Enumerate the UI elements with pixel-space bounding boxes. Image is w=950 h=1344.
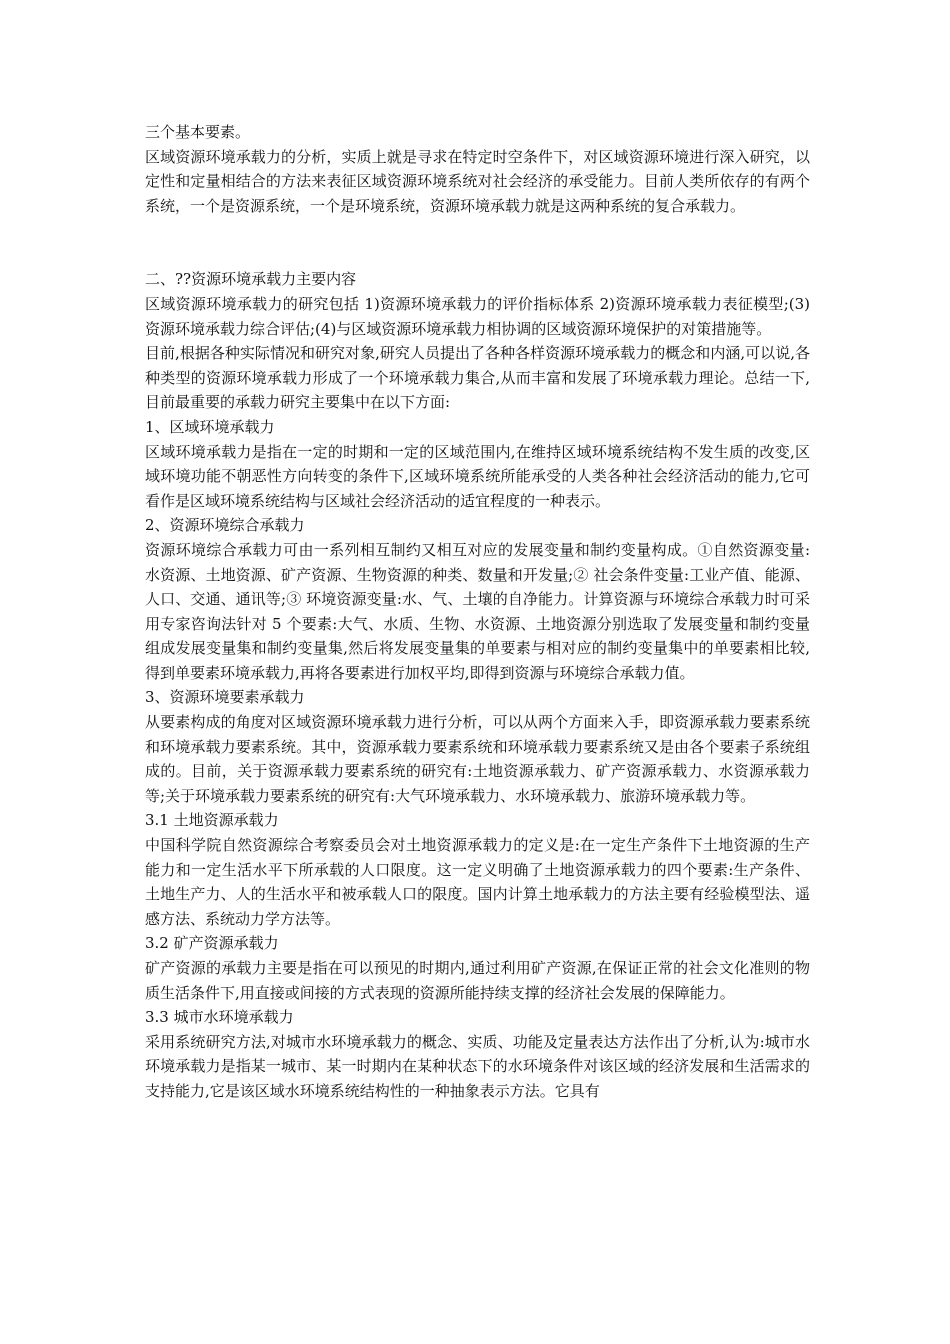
subsection-body-3-1: 中国科学院自然资源综合考察委员会对土地资源承载力的定义是:在一定生产条件下土地资源的生产能力和一定生活水平下所承载的人口限度。这一定义明确了土地资源承载力的四个要素:生产条件、土地生产力、人的生活水平和被承载人口的限度。国内计算土地承载力的方法主要有经验模型法、遥感方法、系统动力学方法等。 — [145, 836, 810, 928]
item-heading-3: 3、资源环境要素承载力 — [145, 688, 305, 707]
subsection-body-3-3: 采用系统研究方法,对城市水环境承载力的概念、实质、功能及定量表达方法作出了分析,认为:城市水环境承载力是指某一城市、某一时期内在某种状态下的水环境条件对该区域的经济发展和生活需求的支持能力,它是该区域水环境系统结构性的一种抽象表示方法。它具有 — [145, 1032, 810, 1100]
paragraph-current: 目前,根据各种实际情况和研究对象,研究人员提出了各种各样资源环境承载力的概念和内涵,可以说,各种类型的资源环境承载力形成了一个环境承载力集合,从而丰富和发展了环境承载力理论。总结一下,目前最重要的承载力研究主要集中在以下方面: — [145, 344, 810, 412]
item-body-3: 从要素构成的角度对区域资源环境承载力进行分析，可以从两个方面来入手，即资源承载力要素系统和环境承载力要素系统。其中，资源承载力要素系统和环境承载力要素系统又是由各个要素子系统组成的。目前，关于资源承载力要素系统的研究有:土地资源承载力、矿产资源承载力、水资源承载力等;关于环境承载力要素系统的研究有:大气环境承载力、水环境承载力、旅游环境承载力等。 — [145, 713, 810, 805]
paragraph-analysis: 区域资源环境承载力的分析，实质上就是寻求在特定时空条件下，对区域资源环境进行深入研究，以定性和定量相结合的方法来表征区域资源环境系统对社会经济的承受能力。目前人类所依存的有两个系统，一个是资源系统，一个是环境系统，资源环境承载力就是这两种系统的复合承载力。 — [145, 147, 810, 215]
item-heading-1: 1、区域环境承载力 — [145, 417, 275, 436]
item-heading-2: 2、资源环境综合承载力 — [145, 516, 305, 535]
subsection-body-3-2: 矿产资源的承载力主要是指在可以预见的时期内,通过利用矿产资源,在保证正常的社会文化准则的物质生活条件下,用直接或间接的方式表现的资源所能持续支撑的经济社会发展的保障能力。 — [145, 959, 810, 1002]
paragraph-research-scope: 区域资源环境承载力的研究包括 1)资源环境承载力的评价指标体系 2)资源环境承载力表征模型;(3)资源环境承载力综合评估;(4)与区域资源环境承载力相协调的区域资源环境保护的对策措施等。 — [145, 294, 810, 338]
subsection-heading-3-3: 3.3 城市水环境承载力 — [145, 1008, 294, 1027]
section-heading-2: 二、??资源环境承载力主要内容 — [145, 270, 357, 289]
subsection-heading-3-1: 3.1 土地资源承载力 — [145, 811, 279, 830]
document-page — [145, 120, 810, 1104]
item-body-1: 区域环境承载力是指在一定的时期和一定的区域范围内,在维持区域环境系统结构不发生质的改变,区域环境功能不朝恶性方向转变的条件下,区域环境系统所能承受的人类各种社会经济活动的能力,它可看作是区域环境系统结构与区域社会经济活动的适宜程度的一种表示。 — [145, 442, 810, 510]
blank-line — [145, 218, 810, 267]
paragraph-intro-tail: 三个基本要素。 — [145, 123, 251, 141]
subsection-heading-3-2: 3.2 矿产资源承载力 — [145, 934, 279, 953]
item-body-2: 资源环境综合承载力可由一系列相互制约又相互对应的发展变量和制约变量构成。①自然资源变量:水资源、土地资源、矿产资源、生物资源的种类、数量和开发量;② 社会条件变量:工业产值、能源、人口、交通、通讯等;③ 环境资源变量:水、气、土壤的自净能力。计算资源与环境综合承载力时可采用专家咨询法针对 5 个要素:大气、水质、生物、水资源、土地资源分别选取了发展变量和制约变量组成发展变量集和制约变量集,然后将发展变量集的单要素与相对应的制约变量集中的单要素相比较,得到单要素环境承载力,再将各要素进行加权平均,即得到资源与环境综合承载力值。 — [145, 540, 810, 682]
